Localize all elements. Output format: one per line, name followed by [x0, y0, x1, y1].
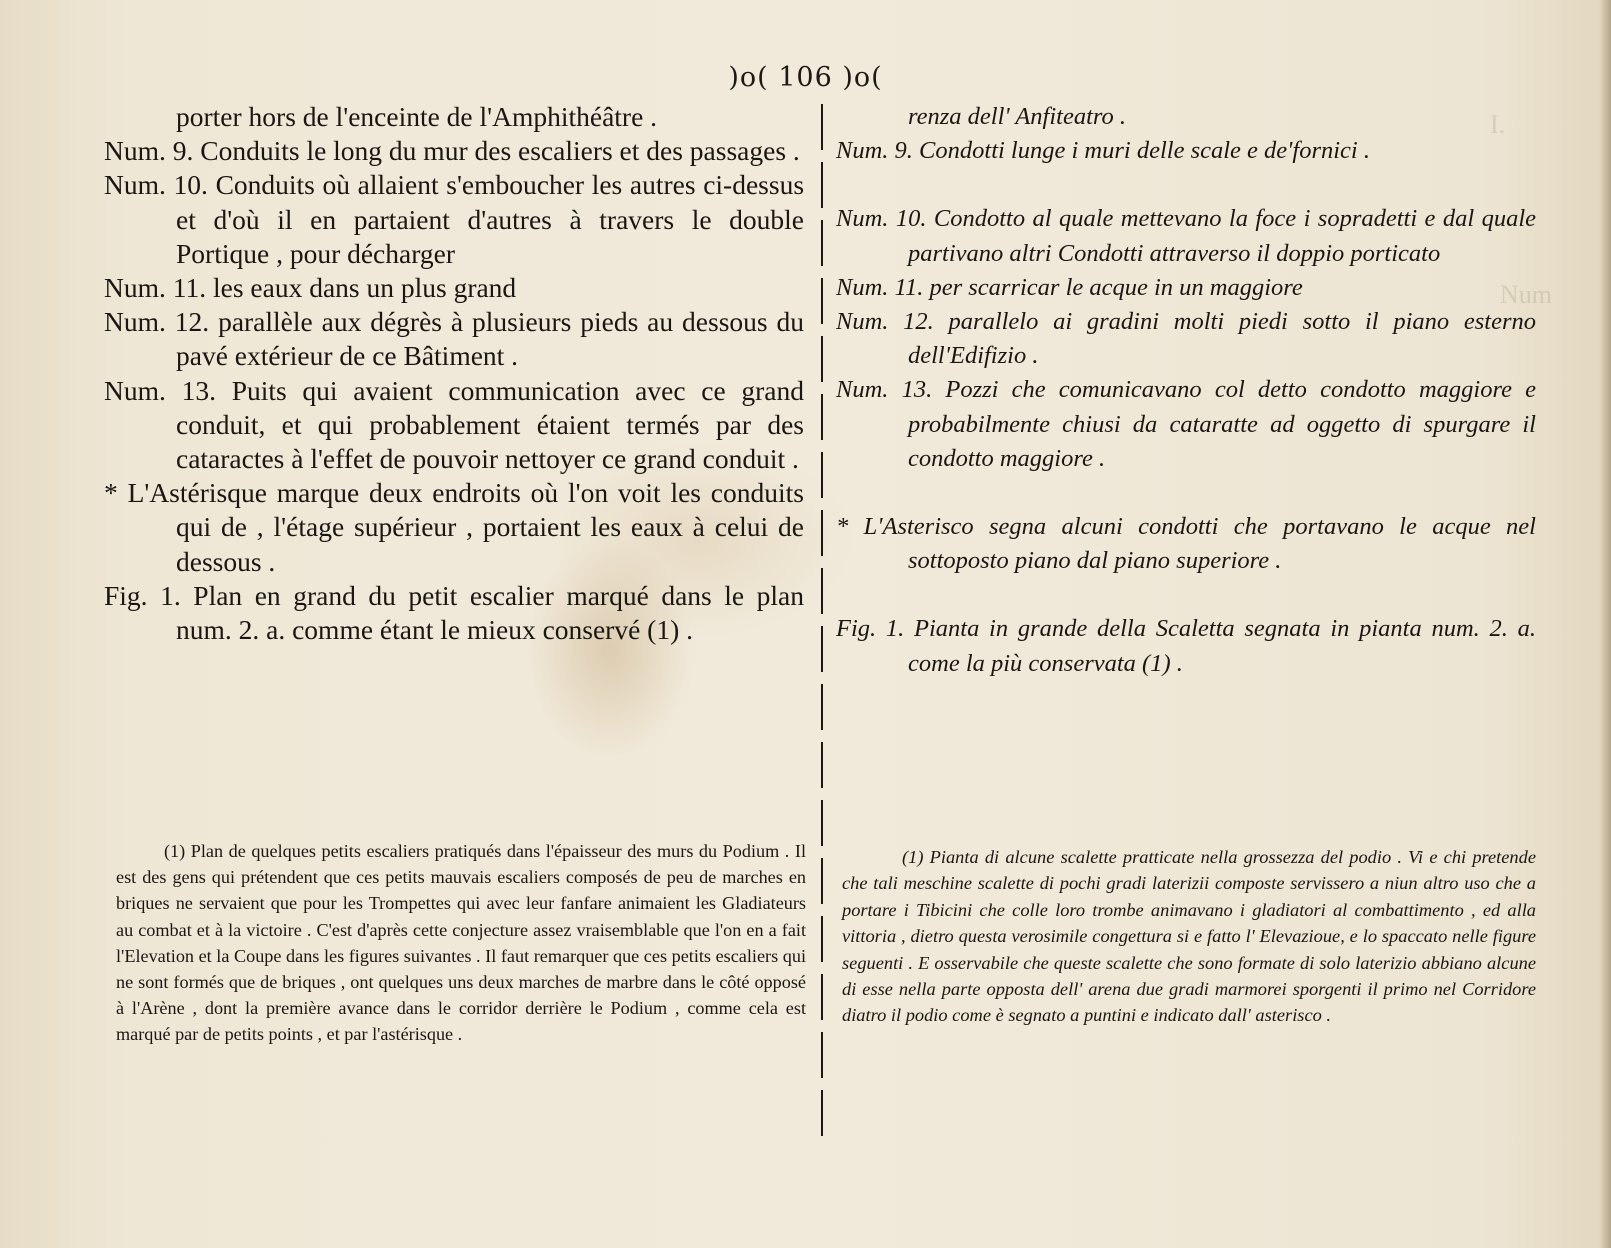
fr-entry-num-11 — [104, 271, 804, 305]
fr-entry-fig-1 — [104, 579, 804, 647]
entry-label: Num. 11. — [104, 272, 207, 304]
it-entry-continuation — [836, 100, 1536, 134]
entry-text: per scarricar le acque in un maggiore — [929, 273, 1303, 301]
page-header: )o( 106 )o( — [728, 62, 883, 93]
fr-entry-num-13 — [104, 374, 804, 477]
spacer — [836, 578, 1536, 612]
it-entry-fig-1 — [836, 612, 1536, 680]
spacer — [836, 168, 1536, 202]
bleed-through-text: Num — [1500, 280, 1552, 309]
entry-label: Num. 13. — [104, 374, 216, 406]
entry-text: Pozzi che comunicavano col detto condotto maggiore e probabilmente chiusi da cataratte ad oggetto di spurgare il condotto maggiore . — [908, 376, 1536, 472]
it-entry-num-10 — [836, 202, 1536, 270]
fr-entry-asterisk — [104, 476, 804, 579]
french-footnote: (1) Plan de quelques petits escaliers pratiqués dans l'épaisseur des murs du Podium . Il est des gens qui prétendent que ces petits mauvais escaliers composés de peu de marches en briques ne servaient que pour les Trompettes qui avec leur fanfare animaient les Gladiateurs au combat et à la victoire . C'est d'après cette conjecture assez vraisemblable que l'on en a fait l'Elevation et la Coupe dans les figures suivantes . Il faut remarquer que ces petits escaliers qui ne sont formés que de briques , ont quelques uns deux marches de marbre dans le côté opposé à l'Arène , dont la première avance dans le corridor derrière le Podium , comme cela est marqué par de petits points , et par l'astérisque . — [116, 841, 806, 1045]
it-entry-num-11 — [836, 271, 1536, 305]
entry-label: Num. 10. — [836, 205, 927, 233]
entry-text: Pianta in grande della Scaletta segnata in pianta num. 2. a. come la più conservata (1) . — [908, 615, 1536, 677]
spacer — [836, 476, 1536, 510]
entry-text: Plan en grand du petit escalier marqué dans le plan num. 2. a. comme étant le mieux conservé (1) . — [176, 579, 804, 646]
bleed-through-text: I. — [1490, 110, 1506, 139]
entry-label: Fig. 1. — [836, 615, 905, 643]
column-divider — [821, 104, 823, 1139]
fr-entry-num-12 — [104, 305, 804, 373]
it-entry-asterisk — [836, 510, 1536, 578]
entry-text: Condotti lunge i muri delle scale e de'fornici . — [919, 137, 1370, 165]
french-column — [104, 100, 804, 647]
entry-text: L'Asterisco segna alcuni condotti che portavano le acque nel sottoposto piano dal piano superiore . — [863, 513, 1536, 575]
entry-label: Num. 9. — [836, 137, 913, 165]
italian-footnote: (1) Pianta di alcune scalette pratticate nella grossezza del podio . Vi e chi pretende che tali meschine scalette di pochi gradi laterizii composte servissero a niun altro uso che a portare i Tibicini che colle loro trombe animavano i gladiatori al combattimento , ed alla vittoria , dietro questa verosimile congettura si e fatto l' Elevazioue, e lo spaccato nelle figure seguenti . E osservabile che queste scalette che sono formate di solo laterizio abbiano alcune di esse nella parte opposta dell' arena due gradi marmorei sporgenti il primo nel Corridore diatro il podio come è segnato a puntini e indicato dall' asterisco . — [842, 847, 1536, 1026]
entry-label: Num. 11. — [836, 273, 924, 301]
fr-entry-num-9 — [104, 134, 804, 168]
entry-label: * — [104, 477, 118, 509]
entry-label: Fig. 1. — [104, 579, 181, 611]
fr-entry-num-10 — [104, 168, 804, 271]
entry-text: porter hors de l'enceinte de l'Amphithéâtre . — [176, 101, 658, 132]
entry-text: les eaux dans un plus grand — [212, 272, 517, 304]
it-entry-num-9 — [836, 134, 1536, 168]
entry-text: Conduits où allaient s'emboucher les autres ci-dessus et d'où il en partaient d'autres à travers le double Portique , pour décharger — [176, 169, 805, 269]
entry-text: renza dell' Anfiteatro . — [908, 103, 1127, 130]
entry-label: * — [836, 513, 849, 541]
page-edge-shadow — [1599, 0, 1611, 1248]
entry-label: Num. 13. — [836, 376, 933, 404]
entry-text: parallelo ai gradini molti piedi sotto il piano esterno dell'Edifizio . — [908, 308, 1536, 370]
entry-label: Num. 12. — [104, 306, 210, 338]
entry-label: Num. 10. — [104, 169, 208, 201]
entry-text: parallèle aux dégrès à plusieurs pieds au dessous du pavé extérieur de ce Bâtiment . — [176, 306, 804, 372]
entry-label: Num. 12. — [836, 308, 934, 336]
italian-column — [836, 100, 1536, 681]
entry-text: Conduits le long du mur des escaliers et des passages . — [200, 135, 800, 167]
entry-label: Num. 9. — [104, 135, 194, 167]
entry-text: L'Astérisque marque deux endroits où l'on voit les conduits qui de , l'étage supérieur , portaient les eaux à celui de dessous . — [127, 477, 804, 577]
it-entry-num-12 — [836, 305, 1536, 373]
it-entry-num-13 — [836, 373, 1536, 476]
entry-text: Puits qui avaient communication avec ce grand conduit, et qui probablement étaient termés par des cataractes à l'effet de pouvoir nettoyer ce grand conduit . — [176, 374, 805, 475]
fr-entry-continuation — [104, 100, 804, 134]
entry-text: Condotto al quale mettevano la foce i sopradetti e dal quale partivano altri Condotti attraverso il doppio porticato — [908, 205, 1536, 267]
